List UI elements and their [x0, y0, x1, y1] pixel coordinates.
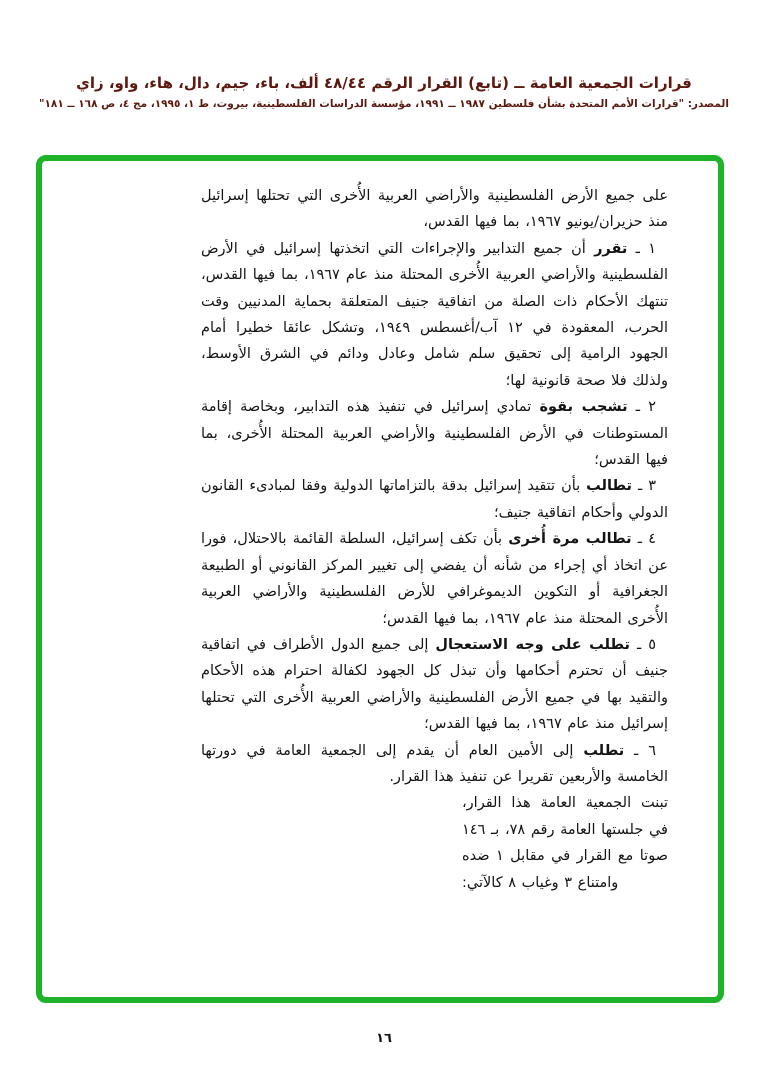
paragraph-text: بأن تتقيد إسرائيل بدقة بالتزاماتها الدولية وفقا لمبادىء القانون الدولي وأحكام اتفاقية جنيف؛ [201, 478, 668, 521]
operative-verb: تطلب على وجه الاستعجال [435, 636, 630, 653]
paragraph-number: ١ ـ [627, 240, 656, 257]
operative-paragraph-5 [201, 632, 668, 738]
paragraph-number: ٤ ـ [631, 531, 657, 548]
operative-verb: تطالب [586, 478, 632, 495]
paragraph-number: ٥ ـ [629, 636, 656, 653]
paragraph-number: ٣ ـ [631, 478, 657, 495]
page-number: ١٦ [376, 1031, 392, 1046]
operative-verb: تطلب [583, 742, 625, 759]
operative-verb: تطالب مرة أُخرى [508, 531, 632, 548]
paragraph-text: بأن تكف إسرائيل، السلطة القائمة بالاحتلال، فورا عن اتخاذ أي إجراء من شأنه أن يفضي إلى تغيير المركز القانوني أو الطبيعة الجغرافية أو التكوين الديموغرافي للأرض الفلسطينية والأراضي العربية الأُخرى المحتلة منذ عام ١٩٦٧، بما فيها القدس؛ [201, 531, 668, 627]
operative-verb: تقرر [594, 240, 628, 257]
paragraph-text: أن جميع التدابير والإجراءات التي اتخذتها إسرائيل في الأرض الفلسطينية والأراضي العربية الأُخرى المحتلة منذ عام ١٩٦٧، بما فيها القدس، تنتهك الأحكام ذات الصلة من اتفاقية جنيف المتعلقة بحماية المدنيين وقت الحرب، المعقودة في ١٢ آب/أغسطس ١٩٤٩، وتشكل عائقا خطيرا أمام الجهود الرامية إلى تحقيق سلم شامل وعادل ودائم في الشرق الأوسط، ولذلك فلا صحة قانونية لها؛ [201, 240, 669, 389]
operative-paragraph-2 [201, 394, 668, 473]
green-border-frame [36, 155, 724, 1003]
paragraph-number: ٦ ـ [624, 742, 656, 759]
paragraph-text: إلى الأمين العام أن يقدم إلى الجمعية العامة في دورتها الخامسة والأربعين تقريرا عن تنفيذ هذا القرار. [201, 742, 668, 785]
opening-clause: على جميع الأرض الفلسطينية والأراضي العربية الأُخرى التي تحتلها إسرائيل منذ حزيران/يونيو ١٩٦٧، بما فيها القدس، [201, 188, 668, 231]
operative-paragraph-4 [201, 526, 668, 632]
operative-paragraph-1 [201, 236, 668, 394]
operative-paragraph-3 [201, 473, 668, 526]
operative-verb: تشجب بقوة [539, 399, 628, 416]
source-citation-line: المصدر: "قرارات الأمم المتحدة بشأن فلسطين ١٩٨٧ ــ ١٩٩١، مؤسسة الدراسات الفلسطينية، بيروت، ط ١، ١٩٩٥، مج ٤، ص ١٦٨ ــ ١٨١" [39, 98, 729, 110]
resolution-header-title: قرارات الجمعية العامة ــ (تابع) القرار الرقم ٤٨/٤٤ ألف، باء، جيم، دال، هاء، واو، زاي [76, 74, 692, 92]
adoption-vote-note: تبنت الجمعية العامة هذا القرار، في جلستها العامة رقم ٧٨، بـ ١٤٦ صوتا مع القرار في مقابل ١ ضده وامتناع ٣ وغياب ٨ كالآتي: [462, 795, 668, 891]
paragraph-text: إلى جميع الدول الأطراف في اتفاقية جنيف أن تحترم أحكامها وأن تبذل كل الجهود لكفالة احترام هذه الأحكام والتقيد بها في جميع الأرض الفلسطينية والأراضي العربية الأُخرى التي تحتلها إسرائيل منذ عام ١٩٦٧، بما فيها القدس؛ [201, 636, 668, 733]
page-header [0, 72, 768, 112]
operative-paragraph-6 [201, 738, 668, 791]
resolution-text-block [201, 183, 668, 896]
paragraph-text: تمادي إسرائيل في تنفيذ هذه التدابير، وبخاصة إقامة المستوطنات في الأرض الفلسطينية والأراضي العربية المحتلة الأُخرى، بما فيها القدس؛ [201, 399, 668, 469]
paragraph-number: ٢ ـ [627, 399, 657, 416]
